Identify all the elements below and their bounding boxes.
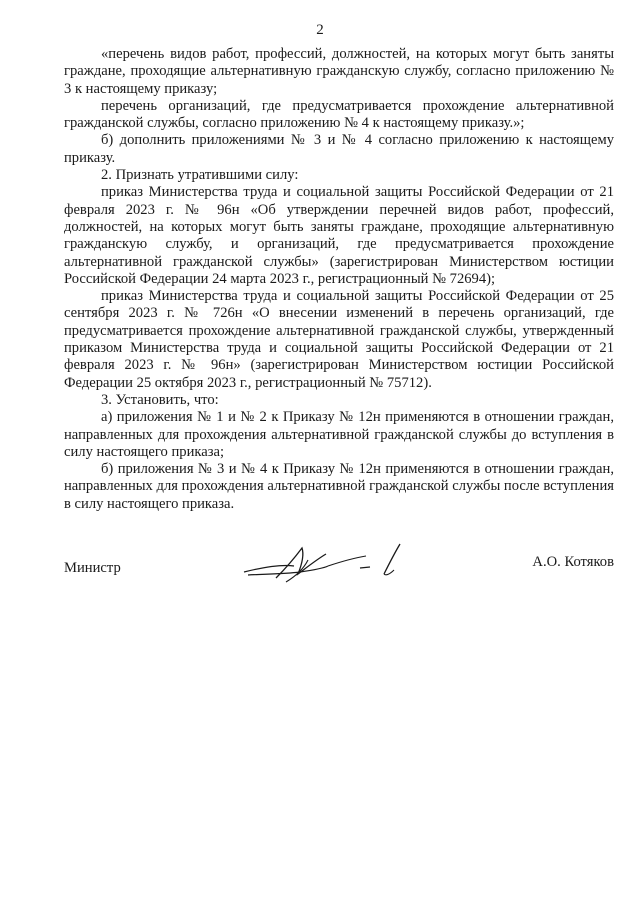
paragraph-repealed-order-726n: приказ Министерства труда и социальной защиты Российской Федерации от 25 сентября 2023 г. № 726н «О внесении изменений в перечень организаций, где предусматривается прохождение альтернативной гражданской службы, утвержденный приказом Министерства труда и социальной защиты Российской Федерации от 21 февраля 2023 г. № 96н» (зарегистрирован Министерством юстиции Российской Федерации 25 октября 2023 г., регистрационный № 75712). [64,288,614,391]
paragraph-provision-b: б) приложения № 3 и № 4 к Приказу № 12н применяются в отношении граждан, направленных для прохождения альтернативной гражданской службы после вступления в силу настоящего приказа. [64,461,614,512]
handwritten-signature [236,542,416,592]
signer-position: Министр [64,560,121,576]
document-body [64,46,614,513]
page-number: 2 [316,22,324,38]
paragraph-list-item-works: «перечень видов работ, профессий, должностей, на которых могут быть заняты граждане, проходящие альтернативную гражданскую службу, согласно приложению № 3 к настоящему приказу; [64,46,614,97]
paragraph-list-item-organizations: перечень организаций, где предусматривается прохождение альтернативной гражданской службы, согласно приложению № 4 к настоящему приказу.»; [64,97,614,132]
paragraph-repealed-order-96n: приказ Министерства труда и социальной защиты Российской Федерации от 21 февраля 2023 г. № 96н «Об утверждении перечней видов работ, профессий, должностей, на которых могут быть заняты граждане, проходящие альтернативную гражданскую службу, и организаций, где предусматривается прохождение альтернативной гражданской службы» (зарегистрирован Министерством юстиции Российской Федерации 24 марта 2023 г., регистрационный № 72694); [64,184,614,287]
signature-block [64,550,614,600]
paragraph-section-2-heading: 2. Признать утратившими силу: [101,167,299,184]
paragraph-section-3-heading: 3. Установить, что: [101,391,219,408]
signer-name: А.О. Котяков [532,554,614,570]
paragraph-amendment-b: б) дополнить приложениями № 3 и № 4 согласно приложению к настоящему приказу. [64,132,614,166]
paragraph-provision-a: а) приложения № 1 и № 2 к Приказу № 12н применяются в отношении граждан, направленных для прохождения альтернативной гражданской службы до вступления в силу настоящего приказа; [64,409,614,460]
